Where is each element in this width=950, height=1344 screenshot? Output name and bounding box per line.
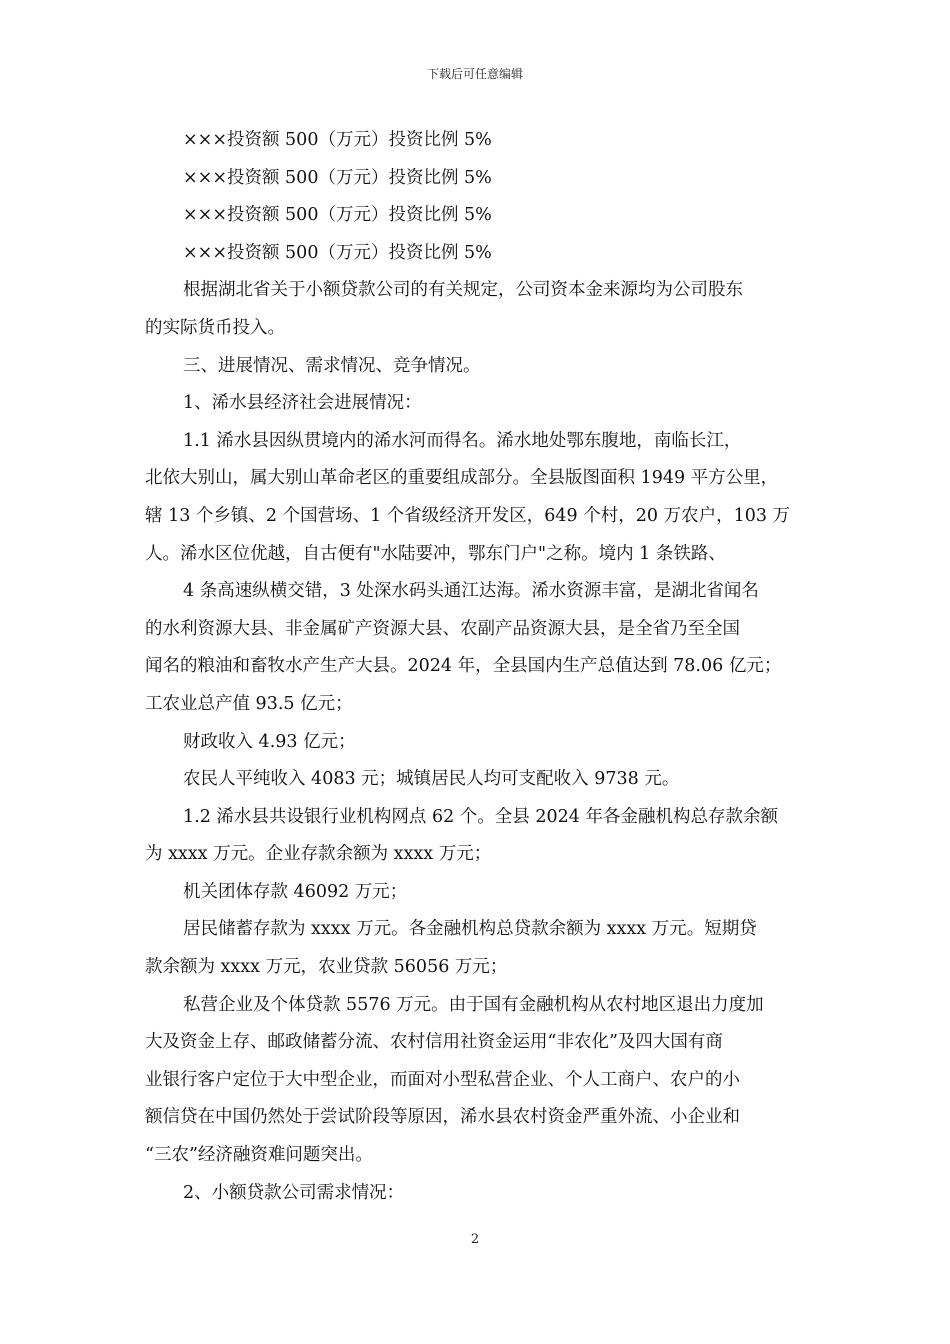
text-line: 居民储蓄存款为 xxxx 万元。各金融机构总贷款余额为 xxxx 万元。短期贷 xyxy=(183,919,757,940)
text-line: 2、小额贷款公司需求情况： xyxy=(183,1182,405,1203)
text-line: 4 条高速纵横交错，3 处深水码头通江达海。浠水资源丰富，是湖北省闻名 xyxy=(183,581,759,602)
text-line: ×××投资额 500（万元）投资比例 5% xyxy=(183,167,492,188)
text-line: 人。浠水区位优越，自古便有"水陆要冲，鄂东门户"之称。境内 1 条铁路、 xyxy=(145,543,726,564)
text-line: 农民人平纯收入 4083 元；城镇居民人均可支配收入 9738 元。 xyxy=(183,769,680,790)
text-line: 业银行客户定位于大中型企业，而面对小型私营企业、个人工商户、农户的小 xyxy=(145,1069,740,1090)
text-line: 为 xxxx 万元。企业存款余额为 xxxx 万元； xyxy=(145,844,492,865)
text-line: ×××投资额 500（万元）投资比例 5% xyxy=(183,130,492,150)
text-line: 1、浠水县经济社会进展情况： xyxy=(183,393,422,414)
text-line: ×××投资额 500（万元）投资比例 5% xyxy=(183,242,492,263)
text-line: 根据湖北省关于小额贷款公司的有关规定，公司资本金来源均为公司股东 xyxy=(183,280,743,301)
text-line: 三、进展情况、需求情况、竞争情况。 xyxy=(183,355,481,376)
text-line: “三农”经济融资难问题突出。 xyxy=(145,1145,373,1166)
text-line: 北依大别山，属大别山革命老区的重要组成部分。全县版图面积 1949 平方公里， xyxy=(145,468,779,489)
text-line: 款余额为 xxxx 万元，农业贷款 56056 万元； xyxy=(145,957,508,978)
text-line: 的水利资源大县、非金属矿产资源大县、农副产品资源大县，是全省乃至全国 xyxy=(145,618,740,639)
text-line: 机关团体存款 46092 万元； xyxy=(183,881,408,902)
text-line: 工农业总产值 93.5 亿元； xyxy=(145,693,353,714)
text-line: 1.2 浠水县共设银行业机构网点 62 个。全县 2024 年各金融机构总存款余额 xyxy=(183,806,778,827)
document-body xyxy=(145,122,809,1212)
text-line: 额信贷在中国仍然处于尝试阶段等原因，浠水县农村资金严重外流、小企业和 xyxy=(145,1107,740,1128)
page-header: 下载后可任意编辑 xyxy=(426,67,523,81)
text-line: 1.1 浠水县因纵贯境内的浠水河而得名。浠水地处鄂东腹地，南临长江， xyxy=(183,430,742,451)
text-line: ×××投资额 500（万元）投资比例 5% xyxy=(183,205,492,226)
page-number: 2 xyxy=(470,1232,480,1247)
text-line: 私营企业及个体贷款 5576 万元。由于国有金融机构从农村地区退出力度加 xyxy=(183,994,764,1015)
text-line: 大及资金上存、邮政储蓄分流、农村信用社资金运用“非农化”及四大国有商 xyxy=(145,1032,723,1053)
text-line: 闻名的粮油和畜牧水产生产大县。2024 年，全县国内生产总值达到 78.06 亿元； xyxy=(145,656,782,677)
text-line: 辖 13 个乡镇、2 个国营场、1 个省级经济开发区，649 个村，20 万农户，103 万 xyxy=(145,505,791,526)
text-line: 的实际货币投入。 xyxy=(145,317,285,338)
text-line: 财政收入 4.93 亿元； xyxy=(183,731,356,752)
